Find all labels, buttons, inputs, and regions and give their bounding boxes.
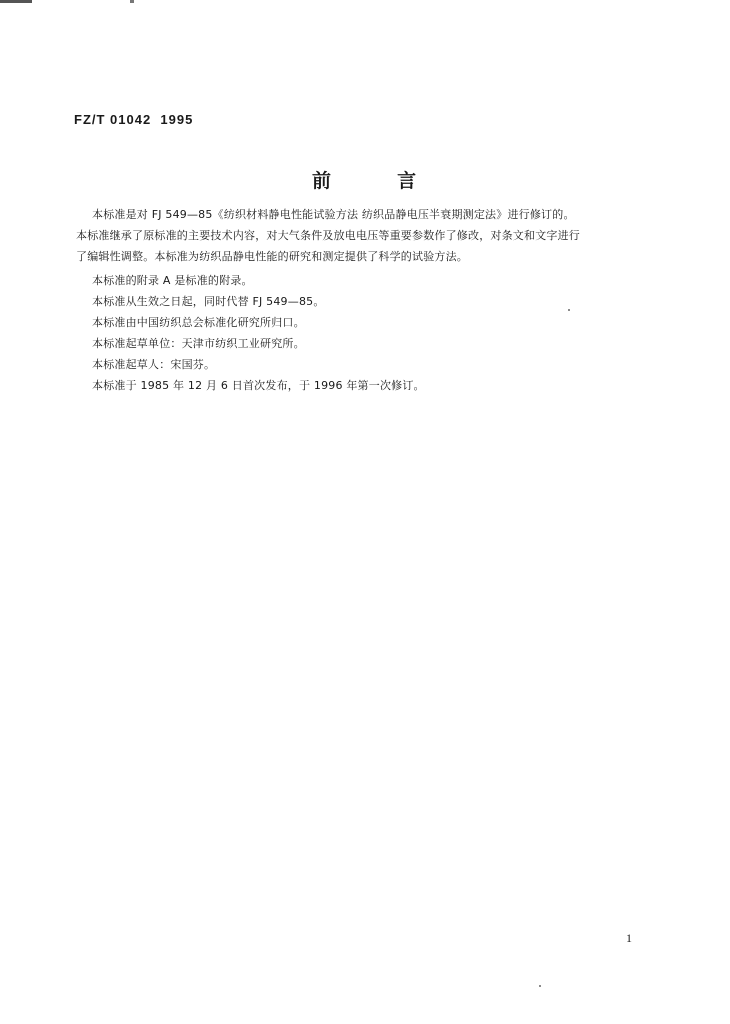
foreword-paragraph-7 <box>76 375 656 396</box>
paragraph-line: 本标准的附录 A 是标准的附录。 <box>92 274 253 287</box>
standard-code: FZ/T 01042 1995 <box>74 112 194 127</box>
foreword-paragraph-2 <box>76 270 656 291</box>
paragraph-line: 本标准起草单位：天津市纺织工业研究所。 <box>92 337 305 350</box>
paragraph-line: 本标准起草人：宋国芬。 <box>92 358 216 371</box>
scan-speck <box>130 0 134 3</box>
foreword-paragraph-1 <box>76 204 656 267</box>
foreword-paragraph-6 <box>76 354 656 375</box>
scan-speck <box>539 985 541 987</box>
scan-speck <box>568 309 570 311</box>
paragraph-line: 本标准于 1985 年 12 月 6 日首次发布，于 1996 年第一次修订。 <box>92 379 425 392</box>
paragraph-line: 本标准从生效之日起，同时代替 FJ 549—85。 <box>92 295 325 308</box>
page-number: 1 <box>626 931 632 945</box>
foreword-paragraph-4 <box>76 312 656 333</box>
paragraph-line: 了编辑性调整。本标准为纺织品静电性能的研究和测定提供了科学的试验方法。 <box>76 250 468 263</box>
scan-edge-mark <box>0 0 32 3</box>
page-title: 前 言 <box>312 170 417 192</box>
foreword-paragraph-5 <box>76 333 656 354</box>
paragraph-line: 本标准继承了原标准的主要技术内容，对大气条件及放电电压等重要参数作了修改，对条文和文字进行 <box>76 229 580 242</box>
paragraph-line: 本标准由中国纺织总会标准化研究所归口。 <box>92 316 305 329</box>
paragraph-line: 本标准是对 FJ 549—85《纺织材料静电性能试验方法 纺织品静电压半衰期测定法》进行修订的。 <box>92 208 575 221</box>
